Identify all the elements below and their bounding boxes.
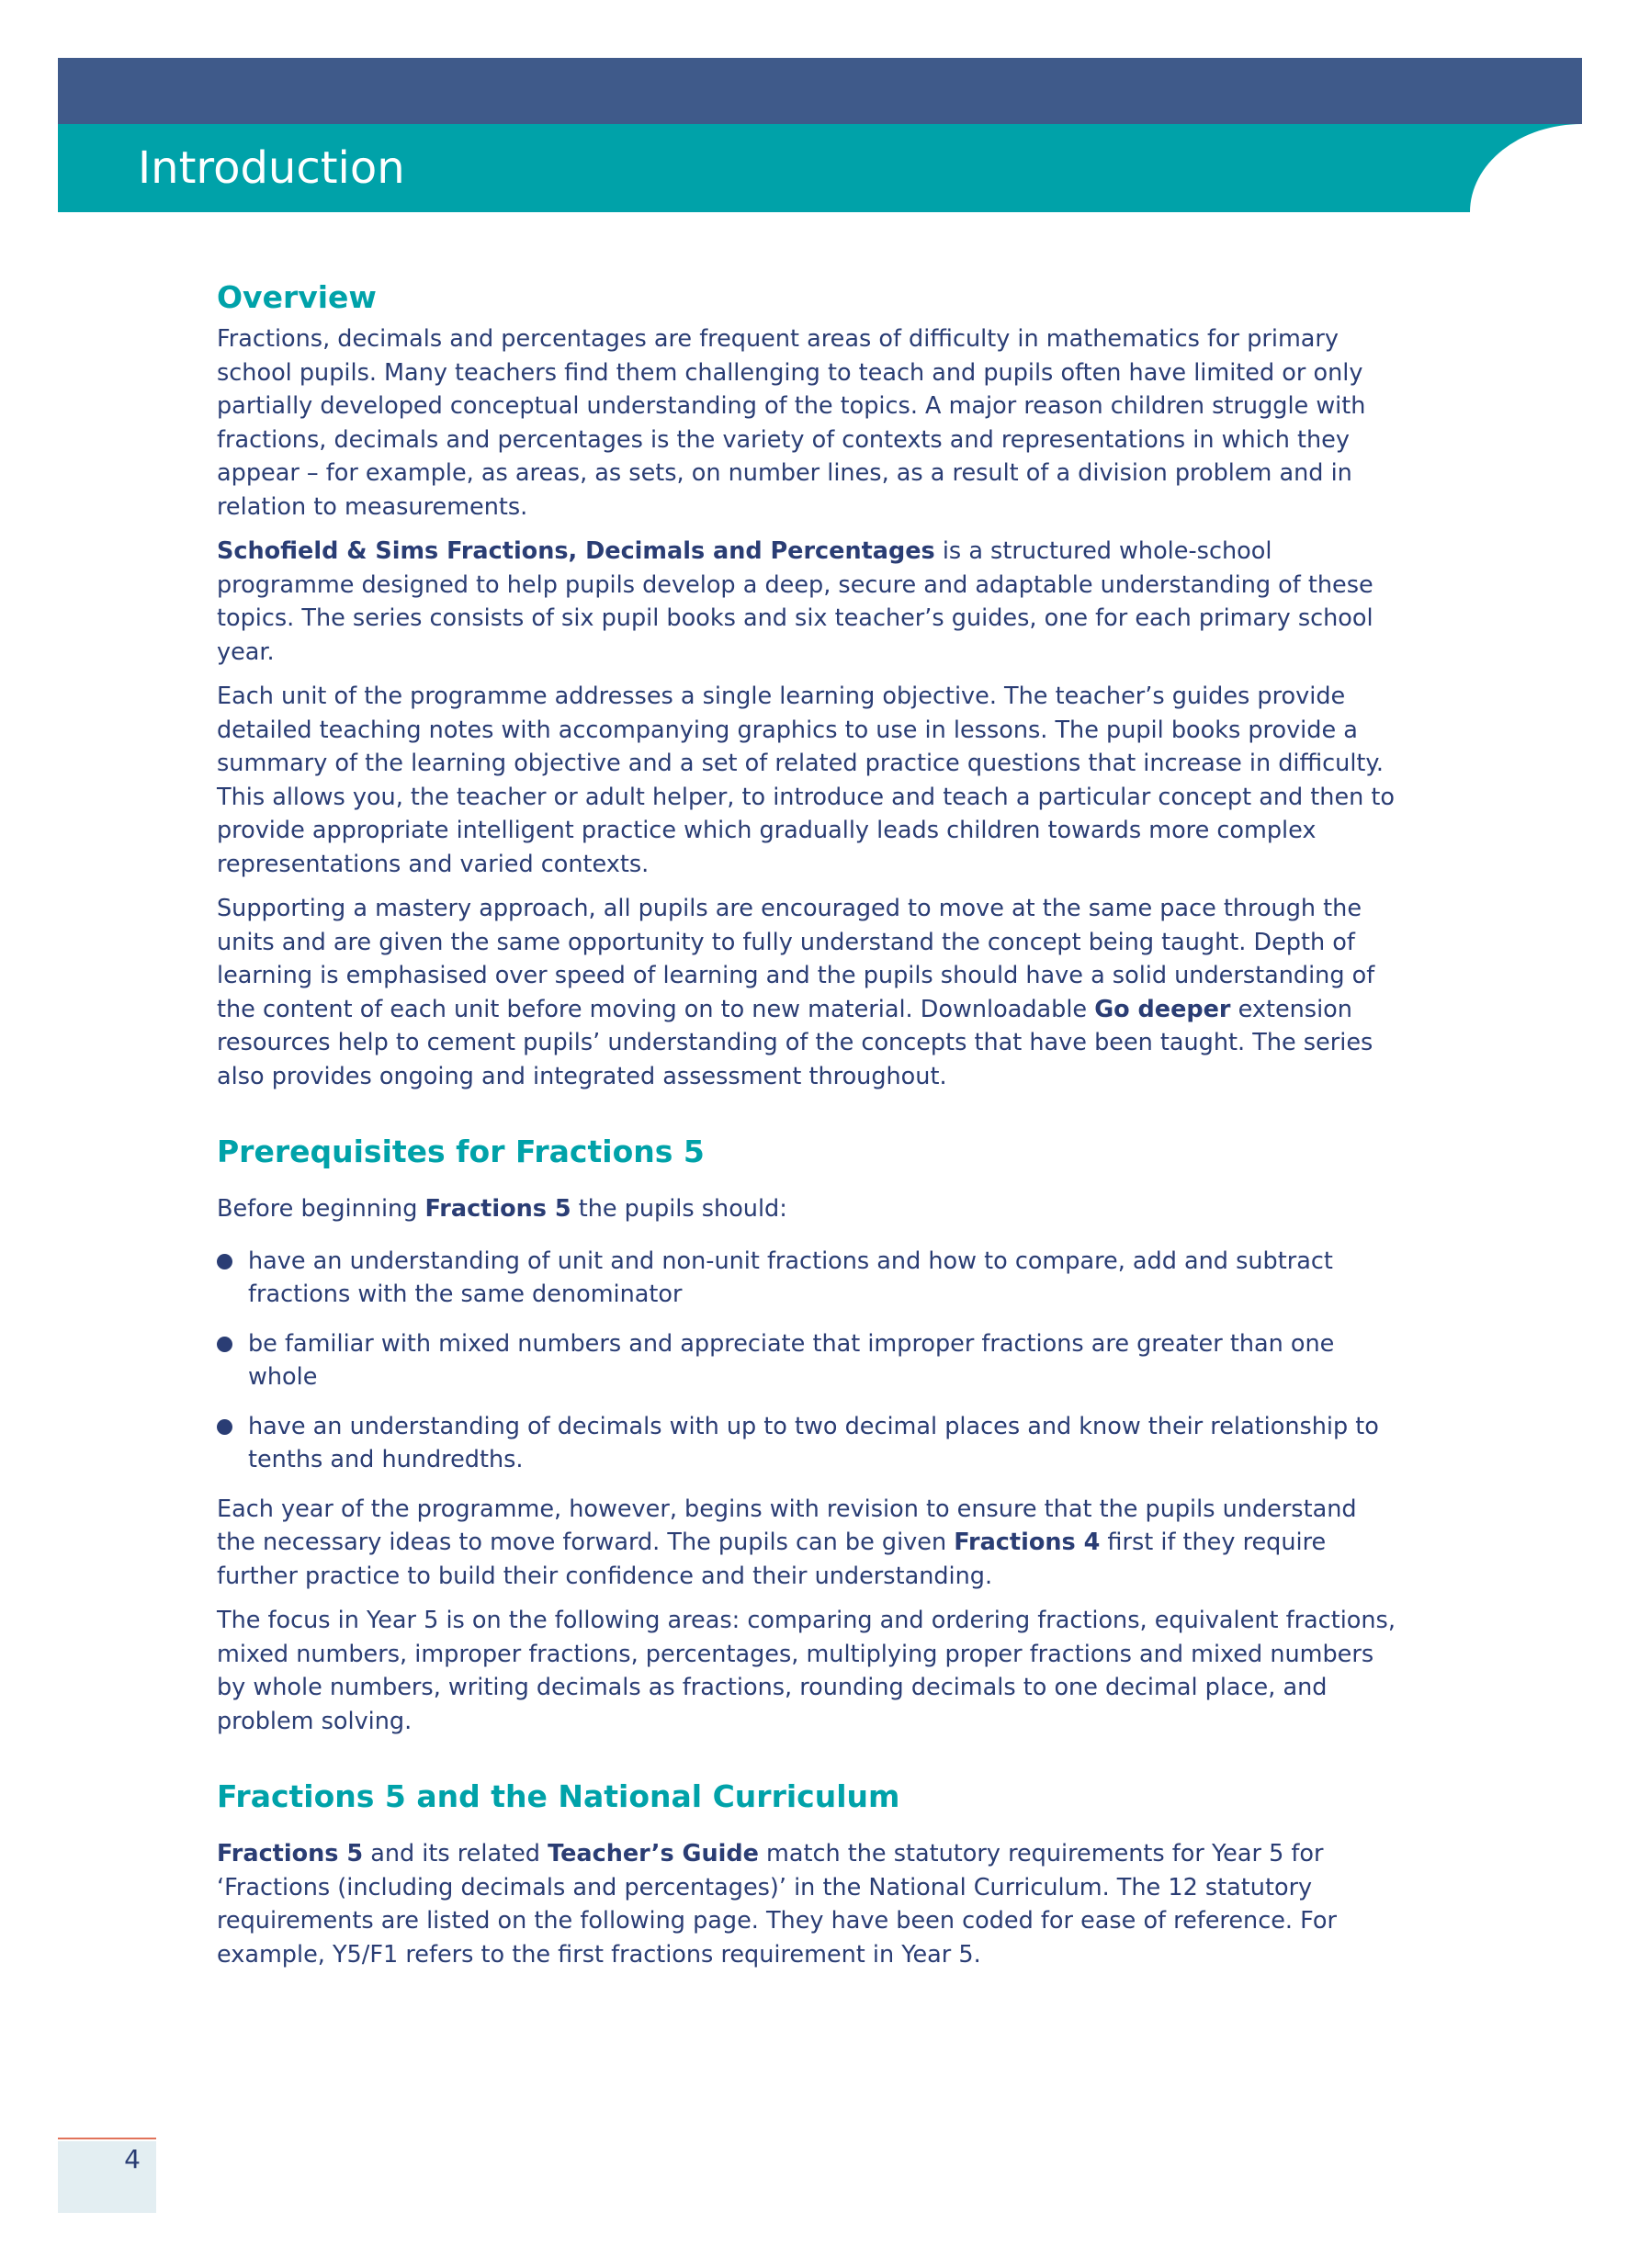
revision-text-b: first if they require further practice to build their confidence and their understanding. bbox=[217, 1529, 1327, 1590]
prerequisites-heading: Prerequisites for Fractions 5 bbox=[217, 1134, 705, 1169]
overview-paragraph-4-text-b: extension resources help to cement pupils’ understanding of the concepts that have been taught. The series also provides ongoing and integrated assessment throughout. bbox=[217, 995, 1373, 1090]
overview-paragraph-4 bbox=[217, 892, 1402, 1093]
overview-paragraph-2 bbox=[217, 535, 1402, 669]
prerequisites-list bbox=[217, 1245, 1402, 1477]
main-content bbox=[217, 276, 1402, 1971]
overview-paragraph-3: Each unit of the programme addresses a single learning objective. The teacher’s guides provide detailed teaching notes with accompanying graphics to use in lessons. The pupil books provide a summary of the learning objective and a set of related practice questions that increase in difficulty. This allows you, the teacher or adult helper, to introduce and teach a particular concept and then to provide appropriate intelligent practice which gradually leads children towards more complex representations and varied contexts. bbox=[217, 683, 1395, 878]
series-name: Schofield & Sims Fractions, Decimals and Percentages bbox=[217, 537, 935, 565]
fractions-5-term: Fractions 5 bbox=[424, 1195, 571, 1223]
go-deeper-term: Go deeper bbox=[1094, 995, 1231, 1023]
bullet-icon bbox=[217, 1419, 232, 1435]
national-text-2: match the statutory requirements for Year 5 for ‘Fractions (including decimals and percentages)’ in the National Curriculum. The 12 statutory requirements are listed on the following page. They have been coded for ease of reference. For example, Y5/F1 refers to the first fractions requirement in Year 5. bbox=[217, 1840, 1337, 1969]
page-number-rule bbox=[58, 2138, 156, 2139]
overview-heading: Overview bbox=[217, 279, 377, 315]
fractions-4-term: Fractions 4 bbox=[954, 1529, 1101, 1556]
focus-paragraph: The focus in Year 5 is on the following areas: comparing and ordering fractions, equivalent fractions, mixed numbers, improper fractions, percentages, multiplying proper fractions and mixed numbers by whole numbers, writing decimals as fractions, rounding decimals to one decimal place, and problem solving. bbox=[217, 1607, 1396, 1735]
overview-paragraph-1: Fractions, decimals and percentages are frequent areas of difficulty in mathematics for primary school pupils. Many teachers find them challenging to teach and pupils often have limited or only partially developed conceptual understanding of the topics. A major reason children struggle with fractions, decimals and percentages is the variety of contexts and representations in which they appear – for example, as areas, as sets, on number lines, as a result of a division problem and in relation to measurements. bbox=[217, 325, 1366, 521]
prerequisites-intro-text-a: Before beginning bbox=[217, 1195, 425, 1223]
bullet-icon bbox=[217, 1254, 232, 1269]
overview-paragraph-2-text: is a structured whole-school programme designed to help pupils develop a deep, secure and adaptable understanding of these topics. The series consists of six pupil books and six teacher’s guides, one for each primary school year. bbox=[217, 537, 1373, 666]
national-curriculum-paragraph bbox=[217, 1837, 1402, 1971]
overview-paragraph-4-text-a: Supporting a mastery approach, all pupils are encouraged to move at the same pace through the units and are given the same opportunity to fully understand the concept being taught. Depth of learning is emphasised over speed of learning and the pupils should have a solid understanding of the content of each unit before moving on to new material. Downloadable bbox=[217, 895, 1375, 1023]
bullet-icon bbox=[217, 1337, 232, 1352]
overview-section bbox=[217, 276, 1402, 1093]
header-band-dark bbox=[58, 58, 1582, 124]
list-item-text: have an understanding of unit and non-unit fractions and how to compare, add and subtract fractions with the same denominator bbox=[248, 1247, 1333, 1308]
page-number: 4 bbox=[124, 2144, 141, 2174]
teachers-guide-title: Teacher’s Guide bbox=[548, 1840, 759, 1867]
prerequisites-section bbox=[217, 1130, 1402, 1738]
revision-paragraph bbox=[217, 1493, 1402, 1594]
prerequisites-intro-text-b: the pupils should: bbox=[571, 1195, 787, 1223]
list-item bbox=[217, 1410, 1402, 1477]
page-title: Introduction bbox=[138, 142, 405, 194]
national-text-1: and its related bbox=[363, 1840, 548, 1867]
list-item-text: have an understanding of decimals with up to two decimal places and know their relationship to tenths and hundredths. bbox=[248, 1412, 1379, 1473]
revision-text-a: Each year of the programme, however, begins with revision to ensure that the pupils understand the necessary ideas to move forward. The pupils can be given bbox=[217, 1495, 1357, 1556]
national-curriculum-heading: Fractions 5 and the National Curriculum bbox=[217, 1778, 900, 1814]
prerequisites-intro bbox=[217, 1192, 1402, 1226]
list-item bbox=[217, 1245, 1402, 1312]
national-curriculum-section bbox=[217, 1775, 1402, 1971]
list-item bbox=[217, 1327, 1402, 1394]
list-item-text: be familiar with mixed numbers and appreciate that improper fractions are greater than one whole bbox=[248, 1329, 1335, 1391]
fractions-5-title: Fractions 5 bbox=[217, 1840, 364, 1867]
